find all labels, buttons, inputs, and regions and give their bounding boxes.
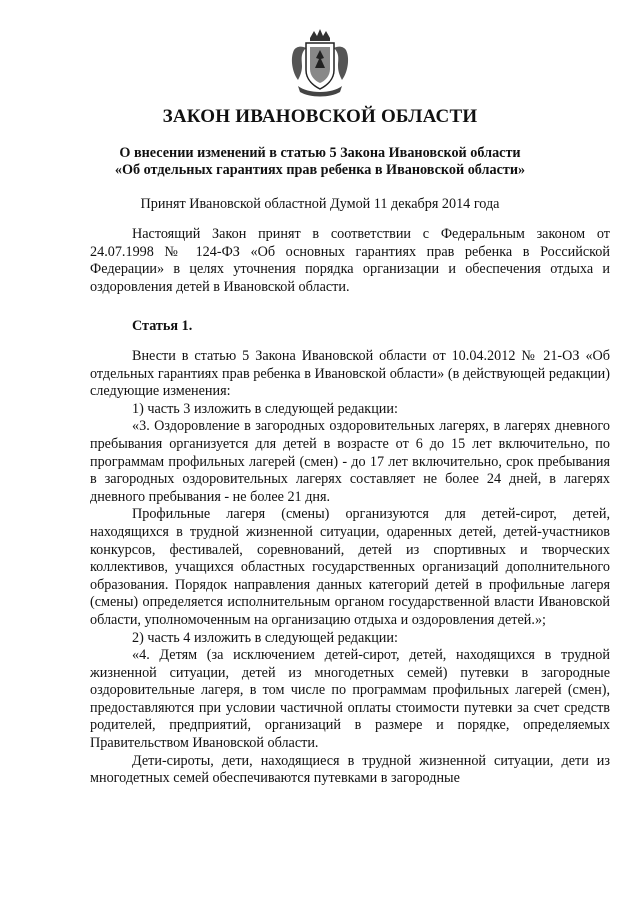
article-paragraph: 1) часть 3 изложить в следующей редакции: [132, 400, 398, 417]
article-paragraph: «3. Оздоровление в загородных оздоровительных лагерях, в лагерях дневного пребывания организуется для детей в возрасте от 6 до 15 лет включительно, по программам профильных лагерей (смен) - до 17 лет включительно, срок пребывания в загородных оздоровительных лагерях составляет не более 24 дней, в лагерях дневного пребывания - не более 21 дня. [90, 418, 610, 505]
intro-paragraph: Настоящий Закон принят в соответствии с Федеральным законом от 24.07.1998 № 124-ФЗ «Об основных гарантиях прав ребенка в Российской Федерации» в целях уточнения порядка организации и обеспечения отдыха и оздоровления детей в Ивановской области. [90, 226, 610, 295]
document-subtitle [60, 145, 580, 179]
subtitle-line-2: «Об отдельных гарантиях прав ребенка в Ивановской области» [114, 162, 526, 178]
intro-section [90, 226, 610, 296]
adoption-date: Принят Ивановской областной Думой 11 декабря 2014 года [140, 196, 500, 212]
article-paragraph: Внести в статью 5 Закона Ивановской области от 10.04.2012 № 21-ОЗ «Об отдельных гарантиях прав ребенка в Ивановской области» (в действующей редакции) следующие изменения: [90, 348, 610, 400]
article-paragraph: «4. Детям (за исключением детей-сирот, детей, находящихся в трудной жизненной ситуации, детей из многодетных семей) путевки в загородные оздоровительные лагеря, в том числе по программам профильных лагерей (смен), предоставляются при условии частичной оплаты стоимости путевки за счет средств родителей, предприятий, организаций в размере и порядке, определяемых Правительством Ивановской области. [90, 647, 610, 752]
coat-of-arms-icon [288, 28, 352, 98]
article-paragraph: Дети-сироты, дети, находящиеся в трудной жизненной ситуации, дети из многодетных семей обеспечиваются путевками в загородные [90, 752, 610, 787]
article-paragraph: 2) часть 4 изложить в следующей редакции: [132, 629, 398, 646]
article-body [90, 348, 610, 788]
article-heading: Статья 1. [132, 318, 193, 334]
article-paragraph: Профильные лагеря (смены) организуются для детей-сирот, детей, находящихся в трудной жизненной ситуации, одаренных детей, детей-участников конкурсов, фестивалей, соревнований, детей из спортивных и творческих коллективов, учащихся областных государственных организаций дополнительного образования. Порядок направления данных категорий детей в профильные лагеря (смены) определяется исполнительным органом государственной власти Ивановской области, уполномоченным на организацию отдыха и оздоровления детей.»; [90, 506, 610, 628]
subtitle-line-1: О внесении изменений в статью 5 Закона Ивановской области [119, 145, 521, 161]
document-title: ЗАКОН ИВАНОВСКОЙ ОБЛАСТИ [162, 106, 478, 127]
